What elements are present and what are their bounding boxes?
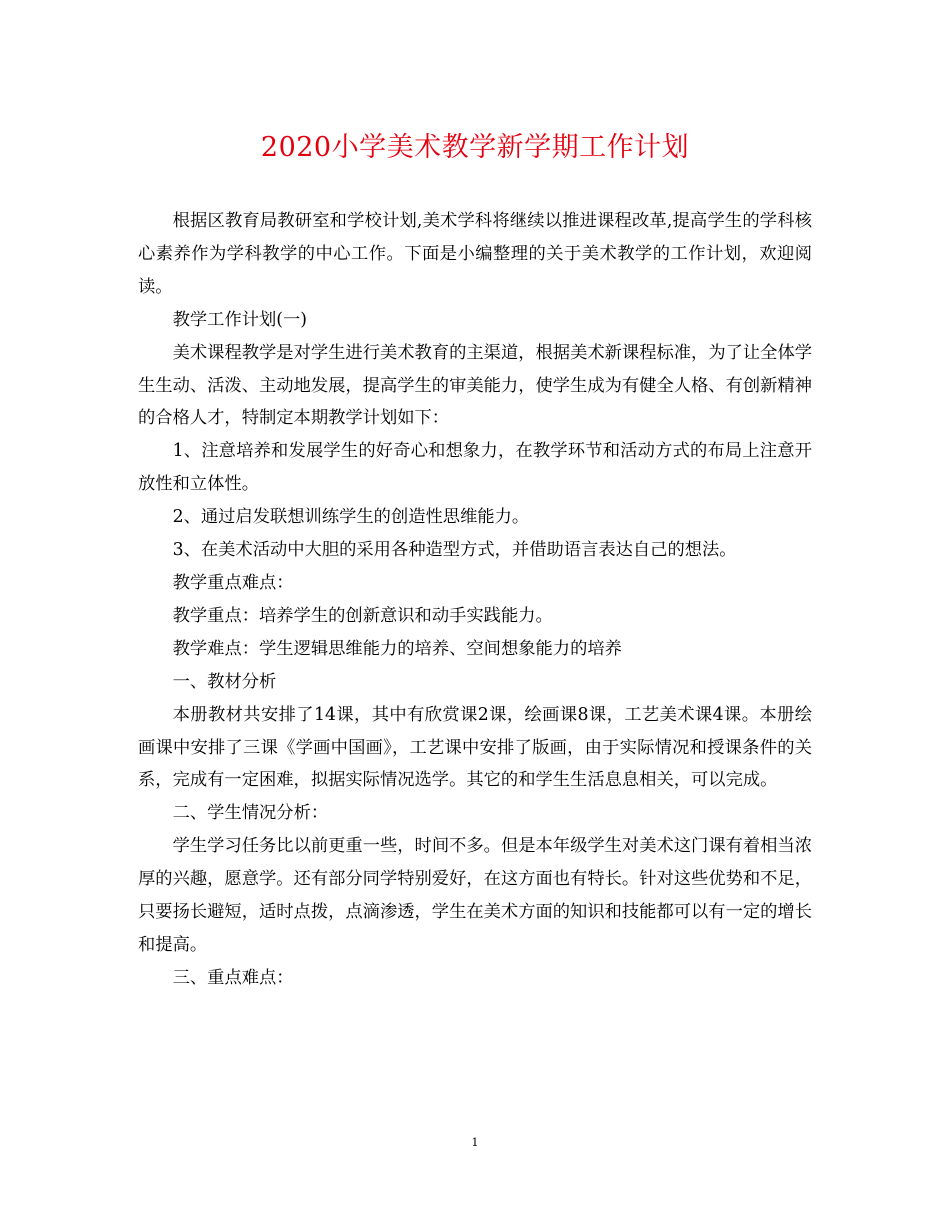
paragraph-intro: 根据区教育局教研室和学校计划,美术学科将继续以推进课程改革,提高学生的学科核心素养作为学科教学的中心工作。下面是小编整理的关于美术教学的工作计划，欢迎阅读。 <box>138 211 812 297</box>
paragraph-section-1-heading: 一、教材分析 <box>172 671 277 692</box>
paragraph-plan-heading: 教学工作计划(一) <box>172 309 308 330</box>
paragraph-difficulty: 教学难点：学生逻辑思维能力的培养、空间想象能力的培养 <box>172 638 622 659</box>
page-number: 1 <box>471 1136 479 1149</box>
paragraph-plan-body: 美术课程教学是对学生进行美术教育的主渠道，根据美术新课程标准，为了让全体学生生动、活泼、主动地发展，提高学生的审美能力，使学生成为有健全人格、有创新精神的合格人才，特制定本期教学计划如下： <box>138 342 813 429</box>
paragraph-section-3-heading: 三、重点难点： <box>172 967 294 988</box>
paragraph-focus-heading: 教学重点难点： <box>172 572 294 593</box>
paragraph-item-2: 2、通过启发联想训练学生的创造性思维能力。 <box>172 507 530 528</box>
paragraph-focus: 教学重点：培养学生的创新意识和动手实践能力。 <box>172 605 553 626</box>
document-title: 2020小学美术教学新学期工作计划 <box>260 132 690 163</box>
paragraph-item-3: 3、在美术活动中大胆的采用各种造型方式，并借助语言表达自己的想法。 <box>172 540 737 561</box>
paragraph-item-1: 1、注意培养和发展学生的好奇心和想象力，在教学环节和活动方式的布局上注意开放性和立体性。 <box>138 441 812 495</box>
document-body <box>138 205 812 995</box>
paragraph-section-1-body: 本册教材共安排了14课，其中有欣赏课2课，绘画课8课，工艺美术课4课。本册绘画课中安排了三课《学画中国画》，工艺课中安排了版画，由于实际情况和授课条件的关系，完成有一定困难，拟据实际情况选学。其它的和学生生活息息相关，可以完成。 <box>138 704 812 791</box>
paragraph-section-2-body: 学生学习任务比以前更重一些，时间不多。但是本年级学生对美术这门课有着相当浓厚的兴趣，愿意学。还有部分同学特别爱好，在这方面也有特长。针对这些优势和不足，只要扬长避短，适时点拨，点滴渗透，学生在美术方面的知识和技能都可以有一定的增长和提高。 <box>138 836 813 955</box>
paragraph-section-2-heading: 二、学生情况分析： <box>172 803 329 824</box>
